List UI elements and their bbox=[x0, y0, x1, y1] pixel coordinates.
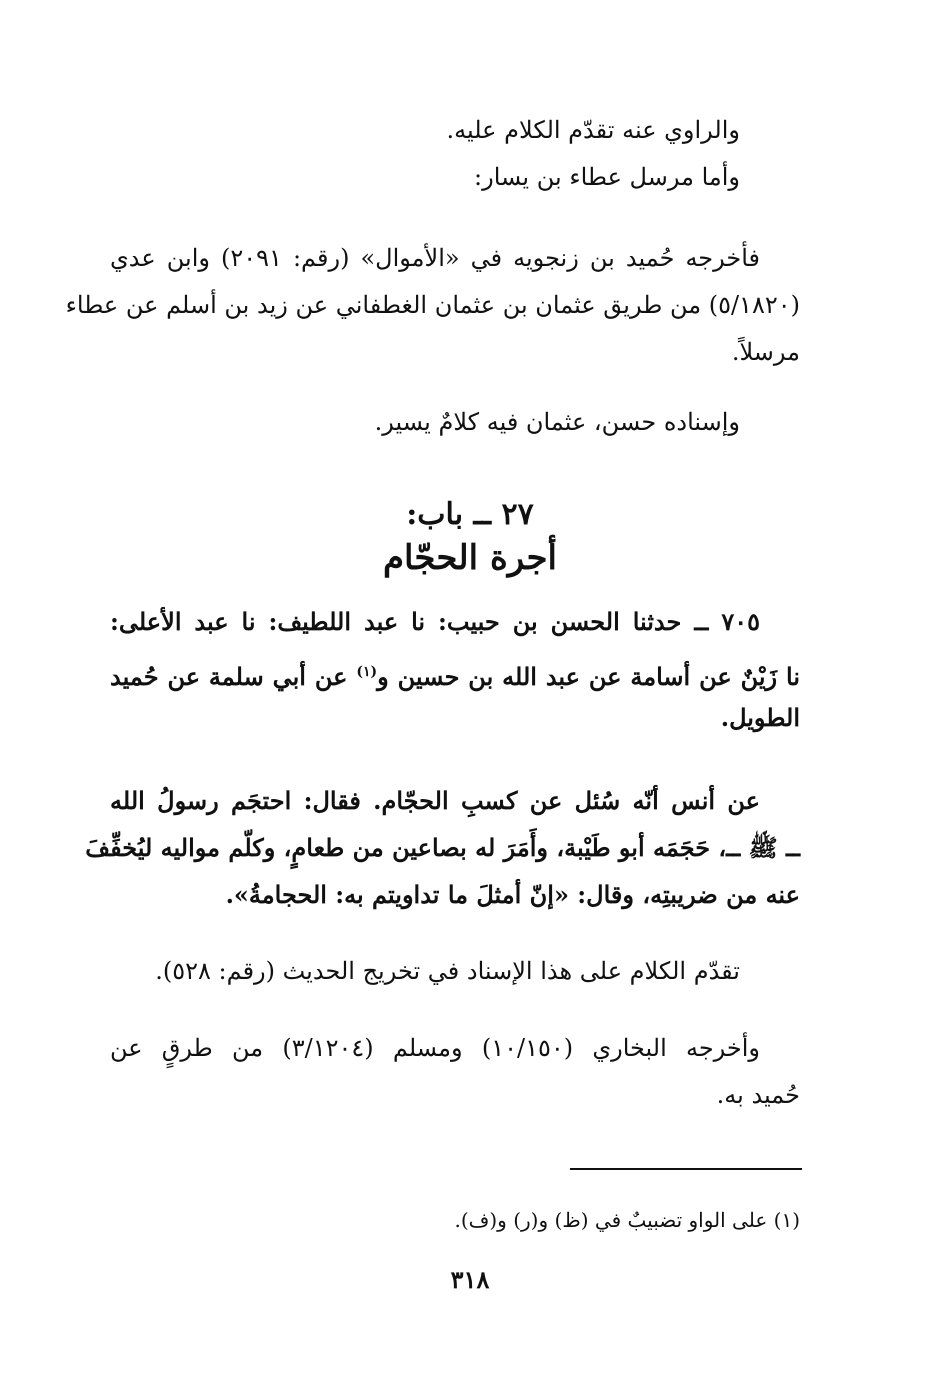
chapter-number: ٢٧ ــ باب: bbox=[406, 497, 534, 532]
text-line bbox=[110, 233, 800, 283]
text-line: حُميد به. bbox=[716, 1081, 800, 1109]
chapter-title: أجرة الحجّام bbox=[383, 538, 557, 578]
footnote: (١) على الواو تضبيبٌ في (ظ) و(ر) و(ف). bbox=[454, 1208, 800, 1232]
hadith-matn-line: عنه من ضريبتِه، وقال: «إنّ أمثلَ ما تداويتم به: الحجامةُ». bbox=[225, 880, 800, 909]
text-line bbox=[110, 1023, 800, 1073]
text-span: فأخرجه حُميد بن زنجويه في «الأموال» (رقم: ٢٠٩١) وابن عدي bbox=[110, 244, 761, 272]
text-line: وإسناده حسن، عثمان فيه كلامٌ يسير. bbox=[374, 408, 740, 436]
text-line: (٥/١٨٢٠) من طريق عثمان بن عثمان الغطفاني عن زيد بن أسلم عن عطاء bbox=[65, 291, 800, 319]
text-span: عن أبي سلمة عن حُميد bbox=[110, 662, 357, 691]
text-line: تقدّم الكلام على هذا الإسناد في تخريج الحديث (رقم: ٥٢٨). bbox=[155, 957, 740, 985]
footnote-marker: (١) bbox=[356, 664, 378, 680]
text-span: ٧٠٥ ــ حدثنا الحسن بن حبيب: نا عبد اللطيف: نا عبد الأعلى: bbox=[110, 607, 760, 636]
text-span: عن أنس أنّه سُئل عن كسبِ الحجّام. فقال: احتجَم رسولُ الله bbox=[110, 786, 760, 815]
hadith-isnad-line bbox=[110, 597, 800, 647]
text-span: نا زَيْنٌ عن أسامة عن عبد الله بن حسين و bbox=[377, 662, 801, 691]
text-line: والراوي عنه تقدّم الكلام عليه. bbox=[446, 116, 740, 144]
hadith-matn-line bbox=[110, 776, 800, 826]
hadith-matn-line: ــ ﷺ ــ، حَجَمَه أبو طَيْبة، وأَمَرَ له بصاعين من طعامٍ، وكلّم مواليه ليُخفِّفَ bbox=[85, 833, 800, 862]
text-span: وأخرجه البخاري (١٠/١٥٠) ومسلم (٣/١٢٠٤) من طرقٍ عن bbox=[110, 1034, 761, 1062]
page-number: ٣١٨ bbox=[450, 1265, 490, 1294]
text-line: وأما مرسل عطاء بن يسار: bbox=[474, 163, 740, 191]
text-line: مرسلاً. bbox=[731, 338, 800, 366]
footnote-divider bbox=[570, 1168, 802, 1170]
hadith-isnad-line: الطويل. bbox=[720, 703, 800, 732]
